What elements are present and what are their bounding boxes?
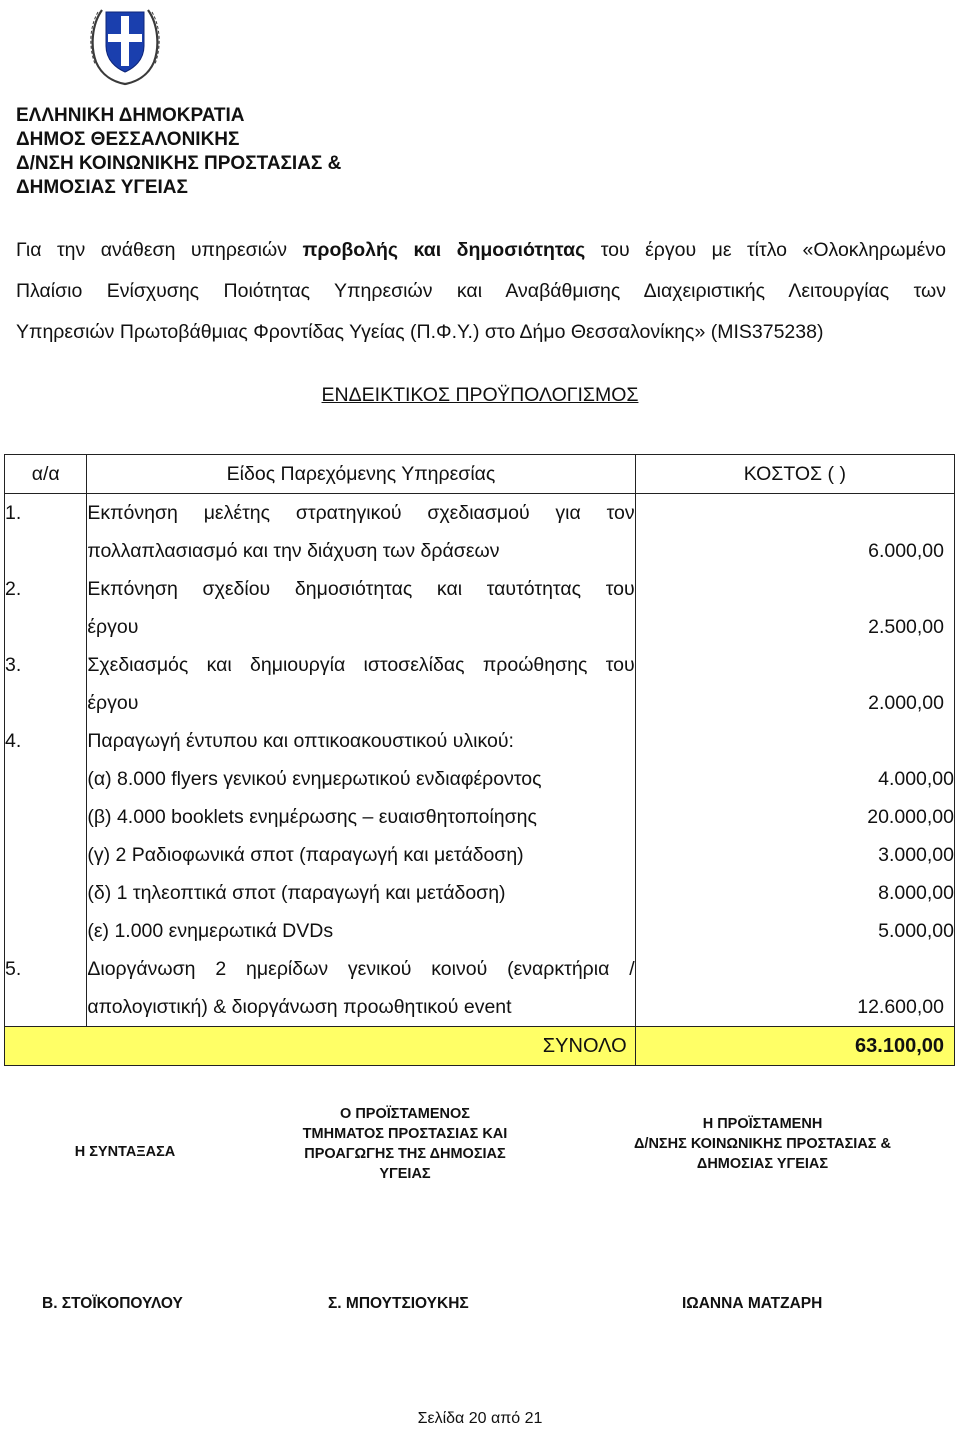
- signature-name-head-of-section: Σ. ΜΠΟΥΤΣΙΟΥΚΗΣ: [328, 1295, 469, 1312]
- row-description-line: έργου: [87, 616, 139, 638]
- signature-title-director: Η ΠΡΟΪΣΤΑΜΕΝΗ Δ/ΝΣΗΣ ΚΟΙΝΩΝΙΚΗΣ ΠΡΟΣΤΑΣΙΑΣ & ΔΗΜΟΣΙΑΣ ΥΓΕΙΑΣ: [634, 1116, 891, 1172]
- subrow-description: (ε) 1.000 ενημερωτικά DVDs: [87, 912, 635, 950]
- table-header-row: [5, 455, 955, 494]
- row-description: Παραγωγή έντυπου και οπτικοακουστικού υλικού:: [87, 722, 635, 760]
- row-cost: 2.500,00: [635, 570, 954, 646]
- table-subrow: [5, 874, 955, 912]
- signature-title-author: Η ΣΥΝΤΑΞΑΣΑ: [74, 1144, 176, 1160]
- subrow-cost: 3.000,00: [635, 836, 954, 874]
- subrow-cost: 20.000,00: [635, 798, 954, 836]
- coat-of-arms-emblem: [86, 2, 164, 86]
- total-value: 63.100,00: [635, 1027, 954, 1066]
- subrow-cost: 5.000,00: [635, 912, 954, 950]
- table-row: [5, 950, 955, 1027]
- subrow-cost: 8.000,00: [635, 874, 954, 912]
- intro-bold-phrase: προβολής και δημοσιότητας: [302, 239, 586, 261]
- row-number: 5.: [5, 950, 87, 1027]
- row-number: 2.: [5, 570, 87, 646]
- subrow-description: (β) 4.000 booklets ενημέρωσης – ευαισθητοποίησης: [87, 798, 635, 836]
- table-row: [5, 494, 955, 571]
- signature-name-director: ΙΩΑΝΝΑ ΜΑΤΖΑΡΗ: [682, 1295, 823, 1312]
- row-number: 3.: [5, 646, 87, 722]
- table-row: [5, 570, 955, 646]
- subrow-description: (γ) 2 Ραδιοφωνικά σποτ (παραγωγή και μετάδοση): [87, 836, 635, 874]
- row-description-line: έργου: [87, 692, 139, 714]
- table-row: [5, 722, 955, 760]
- header-cost: ΚΟΣΤΟΣ ( ): [635, 455, 954, 494]
- total-label: ΣΥΝΟΛΟ: [5, 1027, 636, 1066]
- row-cost: 12.600,00: [635, 950, 954, 1027]
- row-description-line: Εκπόνηση σχεδίου δημοσιότητας και ταυτότητας του: [87, 578, 635, 600]
- intro-line-2: Πλαίσιο Ενίσχυσης Ποιότητας Υπηρεσιών και Αναβάθμισης Διαχειριστικής Λειτουργίας των: [16, 280, 946, 302]
- signature-title-head-of-section: Ο ΠΡΟΪΣΤΑΜΕΝΟΣ ΤΜΗΜΑΤΟΣ ΠΡΟΣΤΑΣΙΑΣ ΚΑΙ ΠΡΟΑΓΩΓΗΣ ΤΗΣ ΔΗΜΟΣΙΑΣ ΥΓΕΙΑΣ: [302, 1106, 508, 1182]
- table-subrow: [5, 760, 955, 798]
- header-description: Είδος Παρεχόμενης Υπηρεσίας: [87, 455, 635, 494]
- table-subrow: [5, 836, 955, 874]
- row-description-line: Διοργάνωση 2 ημερίδων γενικού κοινού (εναρκτήρια /: [87, 958, 635, 980]
- budget-title: ΕΝΔΕΙΚΤΙΚΟΣ ΠΡΟΫΠΟΛΟΓΙΣΜΟΣ: [321, 384, 639, 406]
- total-row: [5, 1027, 955, 1066]
- issuer-header: [16, 104, 341, 200]
- page-number: Σελίδα 20 από 21: [417, 1410, 543, 1427]
- row-cost: 2.000,00: [635, 646, 954, 722]
- header-num: α/α: [5, 455, 87, 494]
- header-country: ΕΛΛΗΝΙΚΗ ΔΗΜΟΚΡΑΤΙΑ: [16, 105, 245, 126]
- header-directorate-cont: ΔΗΜΟΣΙΑΣ ΥΓΕΙΑΣ: [16, 177, 188, 198]
- header-municipality: ΔΗΜΟΣ ΘΕΣΣΑΛΟΝΙΚΗΣ: [16, 129, 240, 150]
- signature-name-author: Β. ΣΤΟΪΚΟΠΟΥΛΟΥ: [42, 1295, 183, 1312]
- row-description-line: πολλαπλασιασμό και την διάχυση των δράσεων: [87, 540, 500, 562]
- intro-line-1: Για την ανάθεση υπηρεσιών προβολής και δημοσιότητας του έργου με τίτλο «Ολοκληρωμένο: [16, 239, 946, 261]
- subrow-cost: 4.000,00: [635, 760, 954, 798]
- subrow-description: (α) 8.000 flyers γενικού ενημερωτικού ενδιαφέροντος: [87, 760, 635, 798]
- row-description-line: Σχεδιασμός και δημιουργία ιστοσελίδας προώθησης του: [87, 654, 635, 676]
- subrow-description: (δ) 1 τηλεοπτικά σποτ (παραγωγή και μετάδοση): [87, 874, 635, 912]
- budget-table: [4, 454, 955, 1066]
- table-subrow: [5, 798, 955, 836]
- table-subrow: [5, 912, 955, 950]
- intro-line-3: Υπηρεσιών Πρωτοβάθμιας Φροντίδας Υγείας (Π.Φ.Υ.) στο Δήμο Θεσσαλονίκης» (MIS375238): [16, 321, 824, 343]
- row-number: 1.: [5, 494, 87, 571]
- intro-paragraph: [16, 230, 946, 353]
- row-description-line: απολογιστική) & διοργάνωση προωθητικού event: [87, 996, 512, 1018]
- table-row: [5, 646, 955, 722]
- row-cost: 6.000,00: [635, 494, 954, 571]
- row-description-line: Εκπόνηση μελέτης στρατηγικού σχεδιασμού για τον: [87, 502, 635, 524]
- row-number: 4.: [5, 722, 87, 760]
- header-directorate: Δ/ΝΣΗ ΚΟΙΝΩΝΙΚΗΣ ΠΡΟΣΤΑΣΙΑΣ &: [16, 153, 342, 174]
